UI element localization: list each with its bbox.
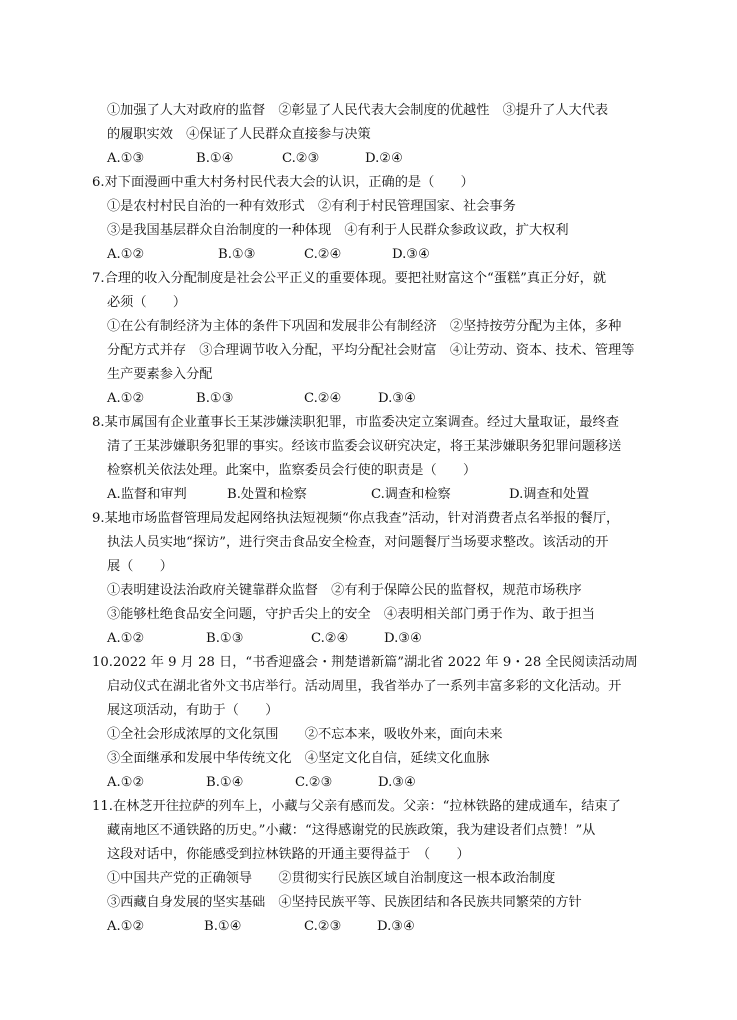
q9-stem-line-3: 展（ ）: [107, 559, 173, 574]
q8-option-b: B.处置和检察: [227, 487, 307, 502]
q6-option-a: A.①②: [107, 247, 145, 262]
q10-stem-line-3: 展这项活动，有助于（ ）: [107, 703, 279, 718]
q8-option-a: A.监督和审判: [107, 487, 187, 502]
q10-stem-line-1: 10.2022 年 9 月 28 日，“书香迎盛会・荆楚谱新篇”湖北省 2022 年 9・28 全民阅读活动周: [92, 655, 638, 670]
q9-option-b: B.①③: [206, 631, 244, 646]
q6-option-b: B.①③: [218, 247, 256, 262]
q5-option-b: B.①④: [196, 151, 234, 166]
q9-statement-line-1: ①表明建设法治政府关键靠群众监督 ②有利于保障公民的监督权，规范市场秩序: [107, 583, 582, 598]
q7-statement-line-2: 分配方式并存 ③合理调节收入分配，平均分配社会财富 ④让劳动、资本、技术、管理等: [107, 343, 635, 358]
q5-statement-line-2: 的履职实效 ④保证了人民群众直接参与决策: [107, 127, 371, 142]
q9-option-a: A.①②: [107, 631, 145, 646]
q7-statement-line-1: ①在公有制经济为主体的条件下巩固和发展非公有制经济 ②坚持按劳分配为主体，多种: [107, 319, 622, 334]
q10-stem-line-2: 启动仪式在湖北省外文书店举行。活动周里，我省举办了一系列丰富多彩的文化活动。开: [107, 679, 622, 694]
q8-stem-line-1: 8.某市属国有企业董事长王某涉嫌渎职犯罪，市监委决定立案调查。经过大量取证，最终查: [92, 415, 619, 430]
q8-stem-line-3: 检察机关依法处理。此案中，监察委员会行使的职责是（ ）: [107, 463, 477, 478]
q11-option-c: C.②③: [304, 919, 342, 934]
q7-stem-line-1: 7.合理的收入分配制度是社会公平正义的重要体现。要把社财富这个“蛋糕”真正分好，就: [92, 271, 606, 286]
q9-option-d: D.③④: [384, 631, 422, 646]
q7-option-a: A.①②: [107, 391, 145, 406]
q5-option-d: D.②④: [365, 151, 403, 166]
q11-option-a: A.①②: [107, 919, 145, 934]
q11-statement-line-2: ③西藏自身发展的坚实基础 ④坚持民族平等、民族团结和各民族共同繁荣的方针: [107, 895, 582, 910]
q5-statement-line-1: ①加强了人大对政府的监督 ②彰显了人民代表大会制度的优越性 ③提升了人大代表: [107, 103, 609, 118]
q5-option-a: A.①③: [107, 151, 145, 166]
q10-statement-line-1: ①全社会形成浓厚的文化氛围 ②不忘本来，吸收外来，面向未来: [107, 727, 503, 742]
q6-statement-line-1: ①是农村村民自治的一种有效形式 ②有利于村民管理国家、社会事务: [107, 199, 516, 214]
q6-statement-line-2: ③是我国基层群众自治制度的一种体现 ④有利于人民群众参政议政，扩大权利: [107, 223, 569, 238]
q9-stem-line-1: 9.某地市场监督管理局发起网络执法短视频“你点我查”活动，针对消费者点名举报的餐厅，: [92, 511, 620, 526]
q11-statement-line-1: ①中国共产党的正确领导 ②贯彻实行民族区域自治制度这一根本政治制度: [107, 871, 556, 886]
q7-option-c: C.②④: [304, 391, 342, 406]
q10-option-c: C.②③: [295, 775, 333, 790]
q9-stem-line-2: 执法人员实地“探访”，进行突击食品安全检查，对问题餐厅当场要求整改。该活动的开: [107, 535, 609, 550]
q5-option-c: C.②③: [282, 151, 320, 166]
q10-option-d: D.③④: [378, 775, 416, 790]
q7-option-d: D.③④: [378, 391, 416, 406]
q7-option-b: B.①③: [196, 391, 234, 406]
q9-statement-line-2: ③能够杜绝食品安全问题，守护舌尖上的安全 ④表明相关部门勇于作为、敢于担当: [107, 607, 595, 622]
q10-statement-line-2: ③全面继承和发展中华传统文化 ④坚定文化自信，延续文化血脉: [107, 751, 490, 766]
q7-statement-line-3: 生产要素参入分配: [107, 367, 213, 382]
q11-stem-line-2: 藏南地区不通铁路的历史。”小藏：“这得感谢党的民族政策，我为建设者们点赞！”从: [107, 823, 596, 838]
q6-option-d: D.③④: [392, 247, 430, 262]
q11-stem-line-1: 11.在林芝开往拉萨的列车上，小藏与父亲有感而发。父亲：“拉林铁路的建成通车，结束了: [92, 799, 621, 814]
q6-option-c: C.②④: [304, 247, 342, 262]
q7-stem-line-2: 必须（ ）: [107, 295, 187, 310]
q8-option-d: D.调查和处置: [509, 487, 590, 502]
q8-stem-line-2: 清了王某涉嫌职务犯罪的事实。经该市监委会议研究决定，将王某涉嫌职务犯罪问题移送: [107, 439, 622, 454]
q10-option-b: B.①④: [206, 775, 244, 790]
q11-option-d: D.③④: [377, 919, 415, 934]
q8-option-c: C.调查和检察: [371, 487, 451, 502]
q11-stem-line-3: 这段对话中，你能感受到拉林铁路的开通主要得益于 （ ）: [107, 847, 470, 862]
q6-stem: 6.对下面漫画中重大村务村民代表大会的认识，正确的是（ ）: [92, 175, 474, 190]
q9-option-c: C.②④: [311, 631, 349, 646]
q11-option-b: B.①④: [204, 919, 242, 934]
q10-option-a: A.①②: [107, 775, 145, 790]
